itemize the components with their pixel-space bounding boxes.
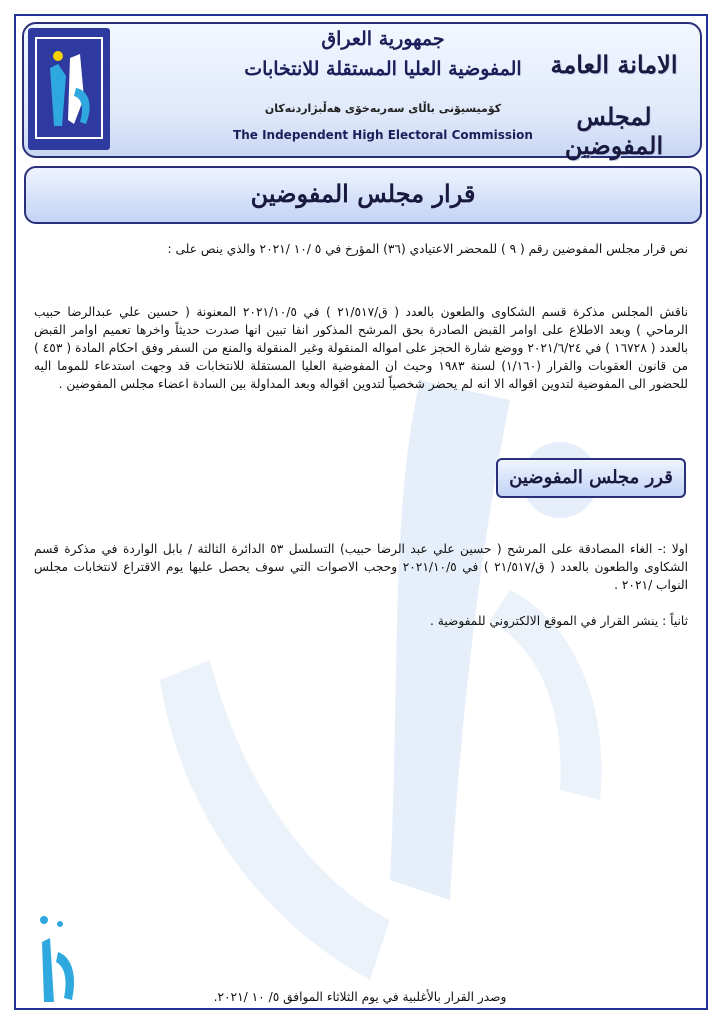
header-commission-arabic: المفوضية العليا المستقلة للانتخابات bbox=[244, 58, 522, 80]
secretariat-line2: لمجلس المفوضين bbox=[564, 102, 664, 160]
secretariat-line1: الامانة العامة bbox=[550, 50, 678, 79]
decided-heading: قرر مجلس المفوضين bbox=[496, 458, 686, 498]
corner-logo-icon bbox=[34, 912, 84, 1008]
decision-title: قرار مجلس المفوضين bbox=[24, 166, 702, 224]
discussion-paragraph: ناقش المجلس مذكرة قسم الشكاوى والطعون بالعدد ( ق/٢١/٥١٧ ) في ٢٠٢١/١٠/٥ المعنونة ( حسين علي عبدالرضا حبيب الرماحي ) وبعد الاطلاع على اوامر القبض الصادرة بحق المرشح المذكور انفا تبين انها صدرت حديثاً واخرها تعميم اوامر القبض بالعدد ( ١٦٧٢٨ ) في ٢٠٢١/٦/٢٤ ووضع شارة الحجز على امواله المنقولة وغير المنقولة والمنع من السفر وفق احكام المادة ( ٤٥٣ ) من قانون العقوبات والقرار (١/١٦٠) لسنة ١٩٨٣ وحيث ان المفوضية العليا المستقلة للانتخابات قد وجهت استدعاء للموما اليه للحضور الى المفوضية لتدوين اقواله الا انه لم يحضر شخصياً لتدوين اقواله وبعد المداولة بين السادة اعضاء مجلس المفوضين . bbox=[34, 305, 688, 391]
intro-text: نص قرار مجلس المفوضين رقم ( ٩ ) للمحضر الاعتيادي (٣٦) المؤرخ في ٥ /١٠ /٢٠٢١ والذي ينص على : bbox=[167, 242, 688, 256]
ballot-hand-icon bbox=[28, 28, 110, 150]
header-commission-english: The Independent High Electoral Commission bbox=[233, 128, 533, 142]
page-border bbox=[14, 14, 708, 1010]
decision-item-first: اولا :- الغاء المصادقة على المرشح ( حسين علي عبد الرضا حبيب) التسلسل ٥٣ الدائرة الثالثة / بابل الواردة في مذكرة قسم الشكاوى والطعون بالعدد ( ق/٢١/٥١٧ ) في ٢٠٢١/١٠/٥ وحجب الاصوات التي سوف يحصل عليها يوم الاقتراع لانتخابات مجلس النواب /٢٠٢١ . bbox=[34, 542, 688, 592]
footer-statement: وصدر القرار بالأغلبية في يوم الثلاثاء الموافق ٥/ ١٠ /٢٠٢١. bbox=[213, 990, 507, 1004]
header-commission-kurdish: كۆمیسیۆنی باڵای سەربەخۆی هەڵبژاردنەكان bbox=[264, 102, 502, 115]
ihec-logo bbox=[28, 28, 110, 150]
decision-item-second: ثانياً : ينشر القرار في الموقع الالكتروني للمفوضية . bbox=[430, 614, 688, 628]
header-country: جمهورية العراق bbox=[321, 28, 445, 50]
